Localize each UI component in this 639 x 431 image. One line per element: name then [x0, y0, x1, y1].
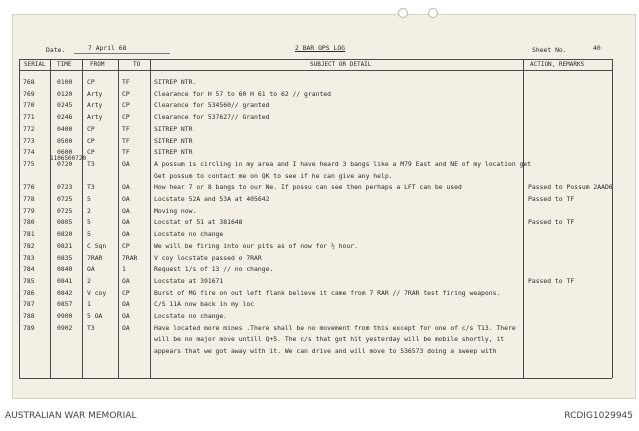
cell-time: 0841: [57, 276, 73, 285]
cell-serial: 778: [23, 195, 35, 203]
cell-serial: 772: [23, 124, 35, 133]
column-header: FROM: [90, 61, 105, 68]
column-divider: [612, 59, 613, 378]
cell-serial: 773: [23, 136, 35, 145]
cell-from: C Sqn: [87, 241, 107, 250]
date-label: Date.: [46, 46, 66, 54]
cell-detail: SITREP NTR.: [154, 78, 197, 86]
cell-from: CP: [87, 136, 95, 145]
footer-institution: AUSTRALIAN WAR MEMORIAL: [5, 411, 137, 421]
cell-detail: Get possum to contact me on QK to see if he can give any help.: [154, 171, 393, 180]
cell-serial: 779: [23, 206, 35, 215]
cell-detail: V coy locstate passed o 7RAR: [154, 253, 262, 262]
cell-serial: 782: [23, 241, 35, 250]
cell-detail: Burst of MG fire on out left flank believe it came from 7 RAR // 7RAR test firing weapons.: [154, 288, 501, 297]
cell-time: 0723: [57, 183, 73, 192]
cell-to: OA: [122, 300, 130, 309]
cell-time: 0725: [57, 206, 73, 215]
cell-serial: 787: [23, 300, 35, 309]
cell-from: 5 OA: [87, 312, 103, 320]
cell-detail: SITREP NTR: [154, 136, 193, 145]
cell-detail: Locstate no change.: [154, 312, 228, 320]
punch-hole-left: [398, 8, 408, 18]
cell-to: CP: [122, 113, 130, 122]
cell-to: CP: [122, 89, 130, 98]
cell-serial: 781: [23, 230, 35, 239]
date-underline: [74, 53, 170, 54]
cell-from: 5: [87, 218, 91, 227]
cell-from: OA: [87, 265, 95, 274]
cell-action: Passed to TF: [528, 276, 575, 285]
cell-detail: Locstat of 51 at 381648: [154, 218, 243, 227]
cell-time: 0902: [57, 323, 73, 332]
cell-time: 0120: [57, 89, 73, 98]
cell-detail: Locstate no change: [154, 230, 224, 239]
cell-time: 0725: [57, 195, 73, 203]
date-value: 7 April 68: [88, 44, 127, 52]
cell-from: 2: [87, 276, 91, 285]
cell-from: V coy: [87, 288, 107, 297]
cell-from: T3: [87, 159, 95, 168]
column-header: SERIAL: [24, 61, 46, 68]
cell-time: 0842: [57, 288, 73, 297]
cell-serial: 788: [23, 312, 35, 320]
cell-from: CP: [87, 148, 95, 157]
cell-serial: 771: [23, 113, 35, 122]
cell-from: T3: [87, 183, 95, 192]
cell-serial: 786: [23, 288, 35, 297]
cell-from: 7RAR: [87, 253, 103, 262]
cell-detail: Moving now.: [154, 206, 197, 215]
cell-time: 0835: [57, 253, 73, 262]
cell-to: OA: [122, 206, 130, 215]
cell-to: OA: [122, 183, 130, 192]
column-header: SUBJECT OR DETAIL: [310, 61, 372, 68]
cell-serial: 776: [23, 183, 35, 192]
cell-serial: 789: [23, 323, 35, 332]
cell-serial: 780: [23, 218, 35, 227]
column-header: TO: [133, 61, 141, 68]
cell-to: OA: [122, 230, 130, 239]
cell-time: 0821: [57, 241, 73, 250]
cell-to: OA: [122, 218, 130, 227]
footer-reference: RCDIG1029945: [564, 411, 633, 421]
cell-detail: appears that we got away with it. We can drive and will move to 536573 doing a sweep with: [154, 347, 497, 356]
cell-serial: 774: [23, 148, 35, 157]
cell-time-note: 1106500720: [50, 154, 87, 162]
cell-to: OA: [122, 195, 130, 203]
sheet-label: Sheet No.: [532, 46, 567, 54]
cell-detail: A possum is circling in my area and I have heard 3 bangs like a M79 East and NE of my location get: [154, 159, 532, 168]
cell-from: CP: [87, 78, 95, 86]
cell-to: CP: [122, 101, 130, 110]
cell-detail: SITREP NTR: [154, 124, 193, 133]
column-divider: [82, 59, 83, 378]
cell-time: 0500: [57, 136, 73, 145]
cell-detail: Clearance for 537627// Granted: [154, 113, 270, 122]
cell-from: CP: [87, 124, 95, 133]
cell-detail: Locstate at 391671: [154, 276, 224, 285]
cell-detail: Clearance for 534560// granted: [154, 101, 270, 110]
cell-time: 0840: [57, 265, 73, 274]
cell-serial: 783: [23, 253, 35, 262]
cell-serial: 768: [23, 78, 35, 86]
cell-from: Arty: [87, 113, 103, 122]
column-divider: [523, 59, 524, 378]
cell-to: OA: [122, 276, 130, 285]
cell-action: Passed to TF: [528, 195, 575, 203]
cell-time: 0400: [57, 124, 73, 133]
sheet-value: 40: [593, 44, 601, 52]
cell-time: 0900: [57, 312, 73, 320]
cell-action: Passed to TF: [528, 218, 575, 227]
log-title: 2 BAR OPS LOG: [295, 44, 346, 52]
cell-time: 0857: [57, 300, 73, 309]
cell-detail: Have located more mines .There shall be no movement from this except for one of c/s T13. There: [154, 323, 516, 332]
cell-detail: will be no major move untill Q+5. The c/s that got hit yesterday will be mobile shortly, it: [154, 335, 505, 344]
cell-detail: Clearance for H 57 to 60 H 61 to 62 // granted: [154, 89, 331, 98]
cell-to: TF: [122, 78, 130, 86]
table-bottom-rule: [19, 378, 612, 379]
cell-to: OA: [122, 159, 130, 168]
cell-serial: 769: [23, 89, 35, 98]
cell-time: 0100: [57, 78, 73, 86]
cell-detail: We will be firing into our pits as of now for ½ hour.: [154, 241, 358, 250]
cell-to: TF: [122, 148, 130, 157]
cell-to: TF: [122, 136, 130, 145]
cell-time: 0246: [57, 113, 73, 122]
cell-time: 0820: [57, 230, 73, 239]
cell-to: CP: [122, 241, 130, 250]
cell-serial: 784: [23, 265, 35, 274]
cell-action: Passed to Possum 2AAD6: [528, 183, 613, 192]
cell-time: 0805: [57, 218, 73, 227]
cell-detail: Request 1/s of 13 // no change.: [154, 265, 274, 274]
cell-from: Arty: [87, 101, 103, 110]
cell-serial: 785: [23, 276, 35, 285]
cell-from: Arty: [87, 89, 103, 98]
cell-serial: 770: [23, 101, 35, 110]
cell-to: OA: [122, 323, 130, 332]
cell-from: 5: [87, 230, 91, 239]
cell-from: 1: [87, 300, 91, 309]
cell-to: TF: [122, 124, 130, 133]
column-divider: [50, 59, 51, 378]
cell-detail: How hear 7 or 8 bangs to our Ne. If possu can see then perhaps a LFT can be used: [154, 183, 462, 192]
column-header: TIME: [57, 61, 72, 68]
cell-time: 0245: [57, 101, 73, 110]
cell-to: 1: [122, 265, 126, 274]
cell-to: 7RAR: [122, 253, 138, 262]
punch-hole-right: [428, 8, 438, 18]
cell-time: 0720: [57, 159, 73, 168]
cell-from: T3: [87, 323, 95, 332]
cell-time: 0600: [57, 148, 73, 157]
cell-from: 5: [87, 195, 91, 203]
column-header: ACTION, REMARKS: [530, 61, 585, 68]
cell-detail: Locstate 52A and 53A at 405642: [154, 195, 270, 203]
cell-detail: SITREP NTR: [154, 148, 193, 157]
cell-to: CP: [122, 288, 130, 297]
cell-to: OA: [122, 312, 130, 320]
cell-from: 2: [87, 206, 91, 215]
cell-detail: C/S 11A now back in my loc: [154, 300, 255, 309]
cell-serial: 775: [23, 159, 35, 168]
column-divider: [150, 59, 151, 378]
column-divider: [118, 59, 119, 378]
column-divider: [19, 59, 20, 378]
